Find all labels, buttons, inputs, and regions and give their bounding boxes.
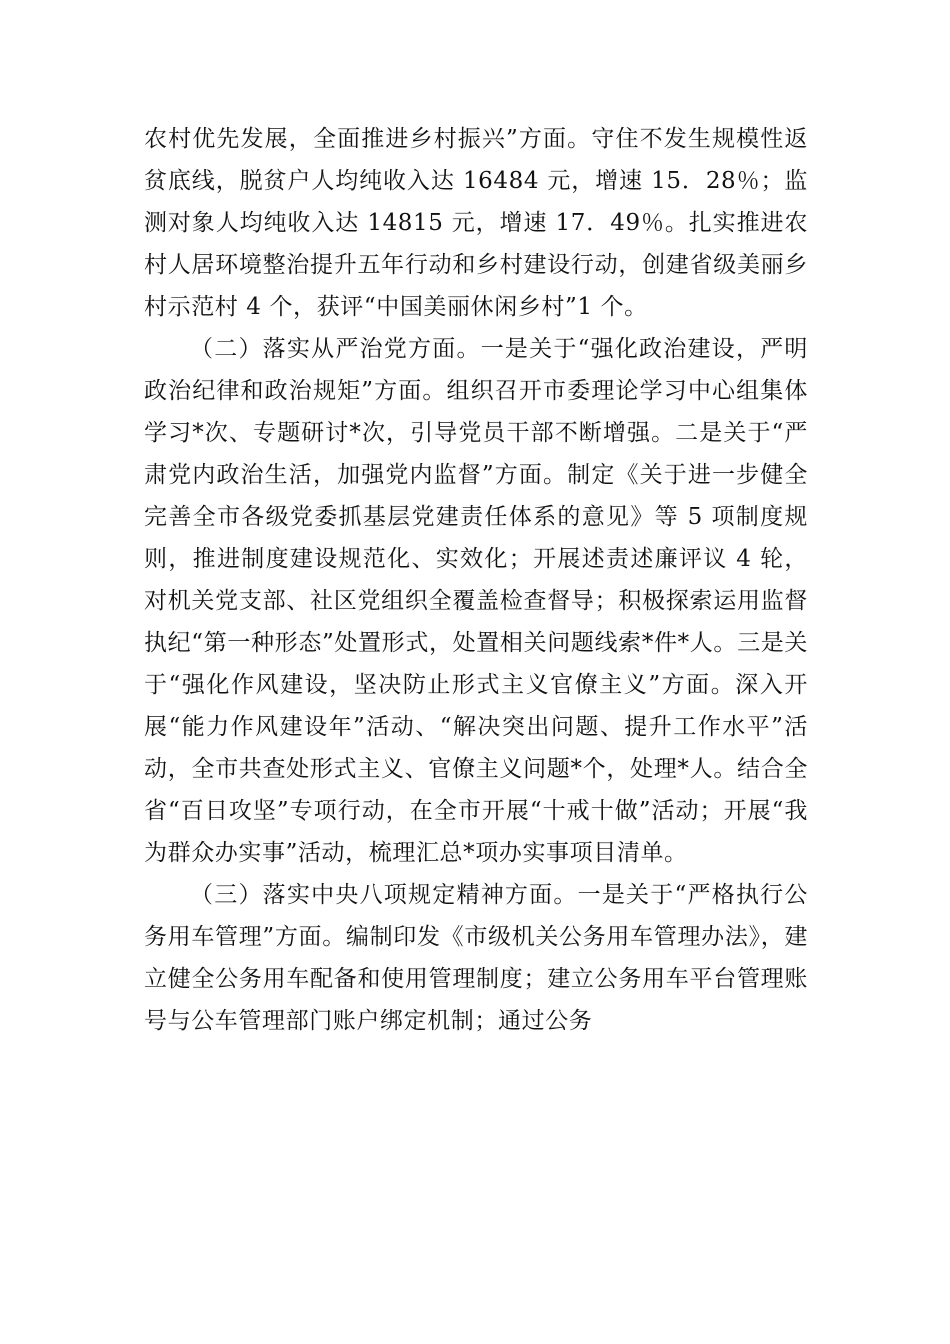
document-body	[144, 118, 808, 1042]
paragraph-rural-revitalization: 农村优先发展，全面推进乡村振兴”方面。守住不发生规模性返贫底线，脱贫户人均纯收入达 16484 元，增速 15．28％；监测对象人均纯收入达 14815 元，增速 17．49％。扎实推进农村人居环境整治提升五年行动和乡村建设行动，创建省级美丽乡村示范村 4 个，获评“中国美丽休闲乡村”1 个。	[144, 126, 808, 320]
paragraph-party-governance: （二）落实从严治党方面。一是关于“强化政治建设，严明政治纪律和政治规矩”方面。组织召开市委理论学习中心组集体学习*次、专题研讨*次，引导党员干部不断增强。二是关于“严肃党内政治生活，加强党内监督”方面。制定《关于进一步健全完善全市各级党委抓基层党建责任体系的意见》等 5 项制度规则，推进制度建设规范化、实效化；开展述责述廉评议 4 轮，对机关党支部、社区党组织全覆盖检查督导；积极探索运用监督执纪“第一种形态”处置形式，处置相关问题线索*件*人。三是关于“强化作风建设，坚决防止形式主义官僚主义”方面。深入开展“能力作风建设年”活动、“解决突出问题、提升工作水平”活动，全市共查处形式主义、官僚主义问题*个，处理*人。结合全省“百日攻坚”专项行动，在全市开展“十戒十做”活动；开展“我为群众办实事”活动，梳理汇总*项办实事项目清单。	[144, 336, 808, 866]
paragraph-eight-point-rules: （三）落实中央八项规定精神方面。一是关于“严格执行公务用车管理”方面。编制印发《市级机关公务用车管理办法》，建立健全公务用车配备和使用管理制度；建立公务用车平台管理账号与公车管理部门账户绑定机制；通过公务	[144, 882, 808, 1034]
